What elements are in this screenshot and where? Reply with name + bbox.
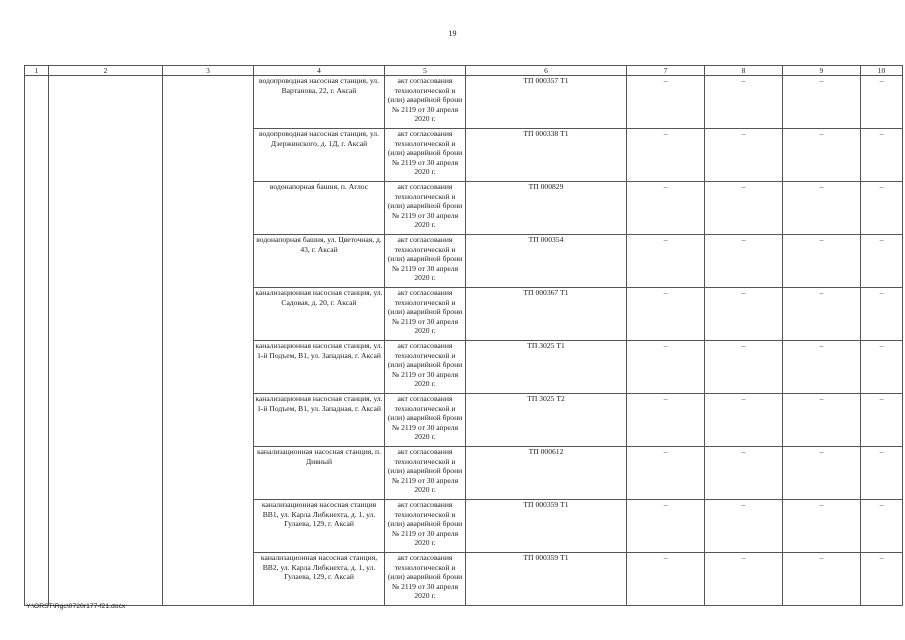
col8-cell [705, 553, 783, 606]
col9-cell-text: – [819, 235, 824, 244]
col7-cell [627, 182, 705, 235]
col10-cell [861, 394, 903, 447]
approval-act-cell [385, 394, 466, 447]
col7-cell [627, 129, 705, 182]
column-header-4: 4 [254, 66, 385, 76]
object-name-cell [254, 288, 385, 341]
approval-act-cell [385, 500, 466, 553]
col8-cell-text: – [741, 447, 746, 456]
col8-cell-text: – [741, 394, 746, 403]
substation-cell-text: ТП 000359 Т1 [523, 553, 569, 562]
approval-act-cell [385, 182, 466, 235]
column-header-6: 6 [466, 66, 627, 76]
column-header-2: 2 [49, 66, 163, 76]
col7-cell-text: – [663, 288, 668, 297]
header-row [25, 66, 903, 76]
col10-cell-text: – [879, 235, 884, 244]
substation-cell [466, 394, 627, 447]
col8-cell-text: – [741, 182, 746, 191]
col10-cell [861, 341, 903, 394]
col10-cell [861, 235, 903, 288]
column-header-1: 1 [25, 66, 49, 76]
col8-cell-text: – [741, 76, 746, 85]
col9-cell-text: – [819, 288, 824, 297]
substation-cell [466, 341, 627, 394]
col7-cell [627, 447, 705, 500]
col8-cell-text: – [741, 129, 746, 138]
approval-act-cell [385, 341, 466, 394]
col7-cell-text: – [663, 341, 668, 350]
col10-cell-text: – [879, 129, 884, 138]
col10-cell-text: – [879, 500, 884, 509]
file-path-footer: Y:\ORST\Rgc\0720r177-f21.docx [26, 603, 126, 610]
col8-cell [705, 288, 783, 341]
col10-cell [861, 553, 903, 606]
approval-act-cell [385, 447, 466, 500]
approval-act-cell-text: акт согласования технологической и (или) аварийной брони № 2119 от 30 апреля 2020 г. [387, 553, 463, 601]
col9-cell [783, 129, 861, 182]
col9-cell-text: – [819, 553, 824, 562]
approval-act-cell [385, 76, 466, 129]
col7-cell [627, 500, 705, 553]
col9-cell [783, 235, 861, 288]
substation-cell [466, 447, 627, 500]
col7-cell-text: – [663, 76, 668, 85]
col10-cell [861, 288, 903, 341]
col8-cell [705, 341, 783, 394]
col7-cell [627, 341, 705, 394]
empty-merged-cell-col-1 [25, 76, 49, 606]
approval-act-cell [385, 288, 466, 341]
col8-cell [705, 447, 783, 500]
col9-cell [783, 553, 861, 606]
col10-cell-text: – [879, 341, 884, 350]
object-name-cell-text: канализационная насосная станция, ул. 1-й Подъем, В1, ул. Западная, г. Аксай [255, 341, 383, 360]
col7-cell-text: – [663, 129, 668, 138]
col7-cell-text: – [663, 553, 668, 562]
object-name-cell-text: канализационная насосная станция, ул. Садовая, д. 20, г. Аксай [255, 288, 383, 307]
object-name-cell [254, 235, 385, 288]
substation-cell [466, 235, 627, 288]
approval-act-cell-text: акт согласования технологической и (или) аварийной брони № 2119 от 30 апреля 2020 г. [387, 288, 463, 336]
col7-cell [627, 288, 705, 341]
object-name-cell [254, 447, 385, 500]
col7-cell-text: – [663, 235, 668, 244]
substation-cell-text: ТП 3025 Т1 [527, 341, 565, 350]
col8-cell [705, 394, 783, 447]
substation-cell [466, 182, 627, 235]
substation-cell-text: ТП 000612 [528, 447, 564, 456]
substation-cell-text: ТП 000367 Т1 [523, 288, 569, 297]
col10-cell-text: – [879, 394, 884, 403]
approval-act-cell [385, 553, 466, 606]
col9-cell-text: – [819, 182, 824, 191]
col9-cell [783, 394, 861, 447]
object-name-cell [254, 394, 385, 447]
col9-cell-text: – [819, 500, 824, 509]
object-name-cell [254, 500, 385, 553]
col8-cell [705, 182, 783, 235]
col8-cell-text: – [741, 235, 746, 244]
approval-act-cell-text: акт согласования технологической и (или) аварийной брони № 2119 от 30 апреля 2020 г. [387, 500, 463, 548]
approval-act-cell-text: акт согласования технологической и (или) аварийной брони № 2119 от 30 апреля 2020 г. [387, 129, 463, 177]
col8-cell [705, 76, 783, 129]
object-name-cell-text: канализационная насосная станция, п. Дивный [256, 447, 382, 466]
substation-cell-text: ТП 000357 Т1 [523, 76, 569, 85]
column-header-5: 5 [385, 66, 466, 76]
col9-cell [783, 76, 861, 129]
column-header-3: 3 [163, 66, 254, 76]
col10-cell [861, 447, 903, 500]
col8-cell [705, 500, 783, 553]
col8-cell [705, 129, 783, 182]
column-header-8: 8 [705, 66, 783, 76]
col10-cell-text: – [879, 447, 884, 456]
col8-cell-text: – [741, 553, 746, 562]
substation-cell-text: ТП 3025 Т2 [527, 394, 565, 403]
col9-cell-text: – [819, 447, 824, 456]
approval-act-cell-text: акт согласования технологической и (или) аварийной брони № 2119 от 30 апреля 2020 г. [387, 76, 463, 124]
object-name-cell-text: водопроводная насосная станция, ул. Дзержинского, д. 1Д, г. Аксай [258, 129, 379, 148]
substation-cell [466, 553, 627, 606]
object-name-cell-text: водонапорная башня, ул. Цветочная, д. 43, г. Аксай [256, 235, 382, 254]
col7-cell-text: – [663, 447, 668, 456]
col7-cell-text: – [663, 182, 668, 191]
object-name-cell [254, 341, 385, 394]
col10-cell-text: – [879, 288, 884, 297]
substation-cell-text: ТП 000359 Т1 [523, 500, 569, 509]
col9-cell [783, 447, 861, 500]
object-name-cell-text: водонапорная башня, п. Аглос [269, 182, 369, 191]
object-name-cell [254, 182, 385, 235]
approval-act-cell-text: акт согласования технологической и (или) аварийной брони № 2119 от 30 апреля 2020 г. [387, 394, 463, 442]
col10-cell-text: – [879, 76, 884, 85]
substation-cell [466, 129, 627, 182]
object-name-cell [254, 553, 385, 606]
col9-cell-text: – [819, 394, 824, 403]
col9-cell-text: – [819, 129, 824, 138]
substation-cell [466, 288, 627, 341]
object-name-cell-text: канализационная насосная станция, ул. 1-й Подъем, В1, ул. Западная, г. Аксай [255, 394, 383, 413]
col7-cell [627, 394, 705, 447]
column-header-7: 7 [627, 66, 705, 76]
substation-cell-text: ТП 000338 Т1 [523, 129, 569, 138]
substation-cell [466, 76, 627, 129]
approval-act-cell-text: акт согласования технологической и (или) аварийной брони № 2119 от 30 апреля 2020 г. [387, 341, 463, 389]
col8-cell [705, 235, 783, 288]
col10-cell [861, 129, 903, 182]
col9-cell [783, 182, 861, 235]
page-number: 19 [448, 29, 457, 38]
col7-cell [627, 235, 705, 288]
empty-merged-cell-col-3 [163, 76, 254, 606]
col10-cell-text: – [879, 553, 884, 562]
col7-cell [627, 553, 705, 606]
col9-cell [783, 500, 861, 553]
approval-act-cell-text: акт согласования технологической и (или) аварийной брони № 2119 от 30 апреля 2020 г. [387, 447, 463, 495]
substation-cell-text: ТП 000354 [528, 235, 564, 244]
col9-cell [783, 341, 861, 394]
col7-cell-text: – [663, 394, 668, 403]
empty-merged-cell-col-2 [49, 76, 163, 606]
approval-act-cell-text: акт согласования технологической и (или) аварийной брони № 2119 от 30 апреля 2020 г. [387, 182, 463, 230]
col9-cell-text: – [819, 341, 824, 350]
col7-cell [627, 76, 705, 129]
table-body [25, 76, 903, 606]
object-name-cell-text: канализационная насосная станция ВВ1, ул. Карла Либкнехта, д. 1, ул. Гулаева, 129, г. Аксай [261, 500, 377, 529]
col10-cell [861, 500, 903, 553]
substation-cell [466, 500, 627, 553]
object-name-cell-text: водопроводная насосная станция, ул. Вартанова, 22, г. Аксай [258, 76, 379, 95]
object-name-cell [254, 129, 385, 182]
object-name-cell [254, 76, 385, 129]
col7-cell-text: – [663, 500, 668, 509]
col10-cell [861, 76, 903, 129]
col10-cell-text: – [879, 182, 884, 191]
col8-cell-text: – [741, 288, 746, 297]
object-name-cell-text: канализационная насосная станция, ВВ2, ул. Карла Либкнехта, д. 1, ул. Гулаева, 129, г. Аксай [260, 553, 378, 582]
col8-cell-text: – [741, 341, 746, 350]
col9-cell-text: – [819, 76, 824, 85]
substation-cell-text: ТП 000829 [528, 182, 564, 191]
document-table [24, 65, 903, 606]
col8-cell-text: – [741, 500, 746, 509]
approval-act-cell [385, 235, 466, 288]
col9-cell [783, 288, 861, 341]
column-header-9: 9 [783, 66, 861, 76]
col10-cell [861, 182, 903, 235]
column-header-10: 10 [861, 66, 903, 76]
table-row [25, 76, 903, 129]
approval-act-cell [385, 129, 466, 182]
approval-act-cell-text: акт согласования технологической и (или) аварийной брони № 2119 от 30 апреля 2020 г. [387, 235, 463, 283]
